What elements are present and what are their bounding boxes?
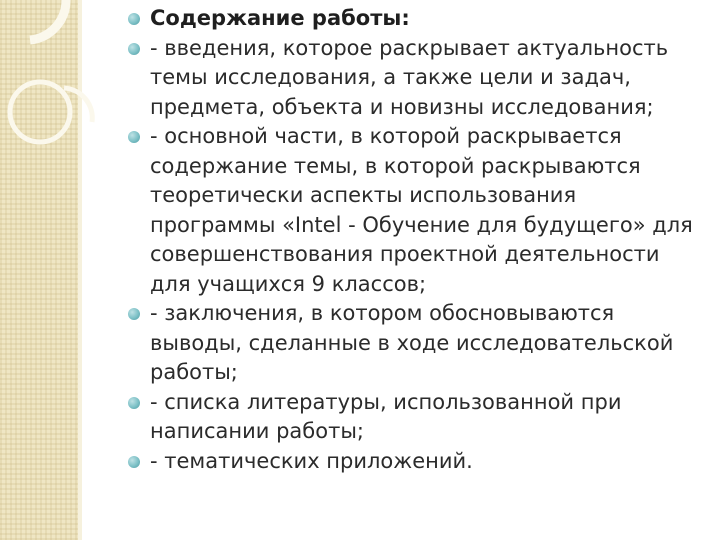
bullet-dot-icon (128, 308, 140, 320)
list-item-text: ‐ основной части, в которой раскрывается содержание темы, в которой раскрываются теоретически аспекты использования программы «Intel ‐ Обучение для будущего» для совершенствования проектной деятельности для учащихся 9 классов; (150, 124, 693, 296)
list-item (128, 299, 706, 388)
decorative-circles-icon (0, 0, 110, 200)
bullet-dot-icon (128, 131, 140, 143)
heading-text: Содержание работы: (150, 6, 410, 30)
list-item (128, 122, 706, 299)
list-item-text: ‐ списка литературы, использованной при написании работы; (150, 389, 622, 443)
bullet-dot-icon (128, 456, 140, 468)
bullet-dot-icon (128, 13, 140, 25)
bullet-dot-icon (128, 43, 140, 55)
list-item-text: ‐ введения, которое раскрывает актуальность темы исследования, а также цели и задач, предмета, объекта и новизны исследования; (150, 35, 669, 119)
bullet-dot-icon (128, 397, 140, 409)
slide-content (128, 4, 706, 476)
list-item-text: ‐ заключения, в котором обосновываются выводы, сделанные в ходе исследовательской работы; (150, 301, 674, 384)
list-item-heading (128, 4, 706, 34)
list-item-text: ‐ тематических приложений. (150, 448, 473, 473)
list-item (128, 447, 706, 477)
bullet-list (128, 4, 706, 476)
list-item (128, 34, 706, 123)
list-item (128, 388, 706, 447)
